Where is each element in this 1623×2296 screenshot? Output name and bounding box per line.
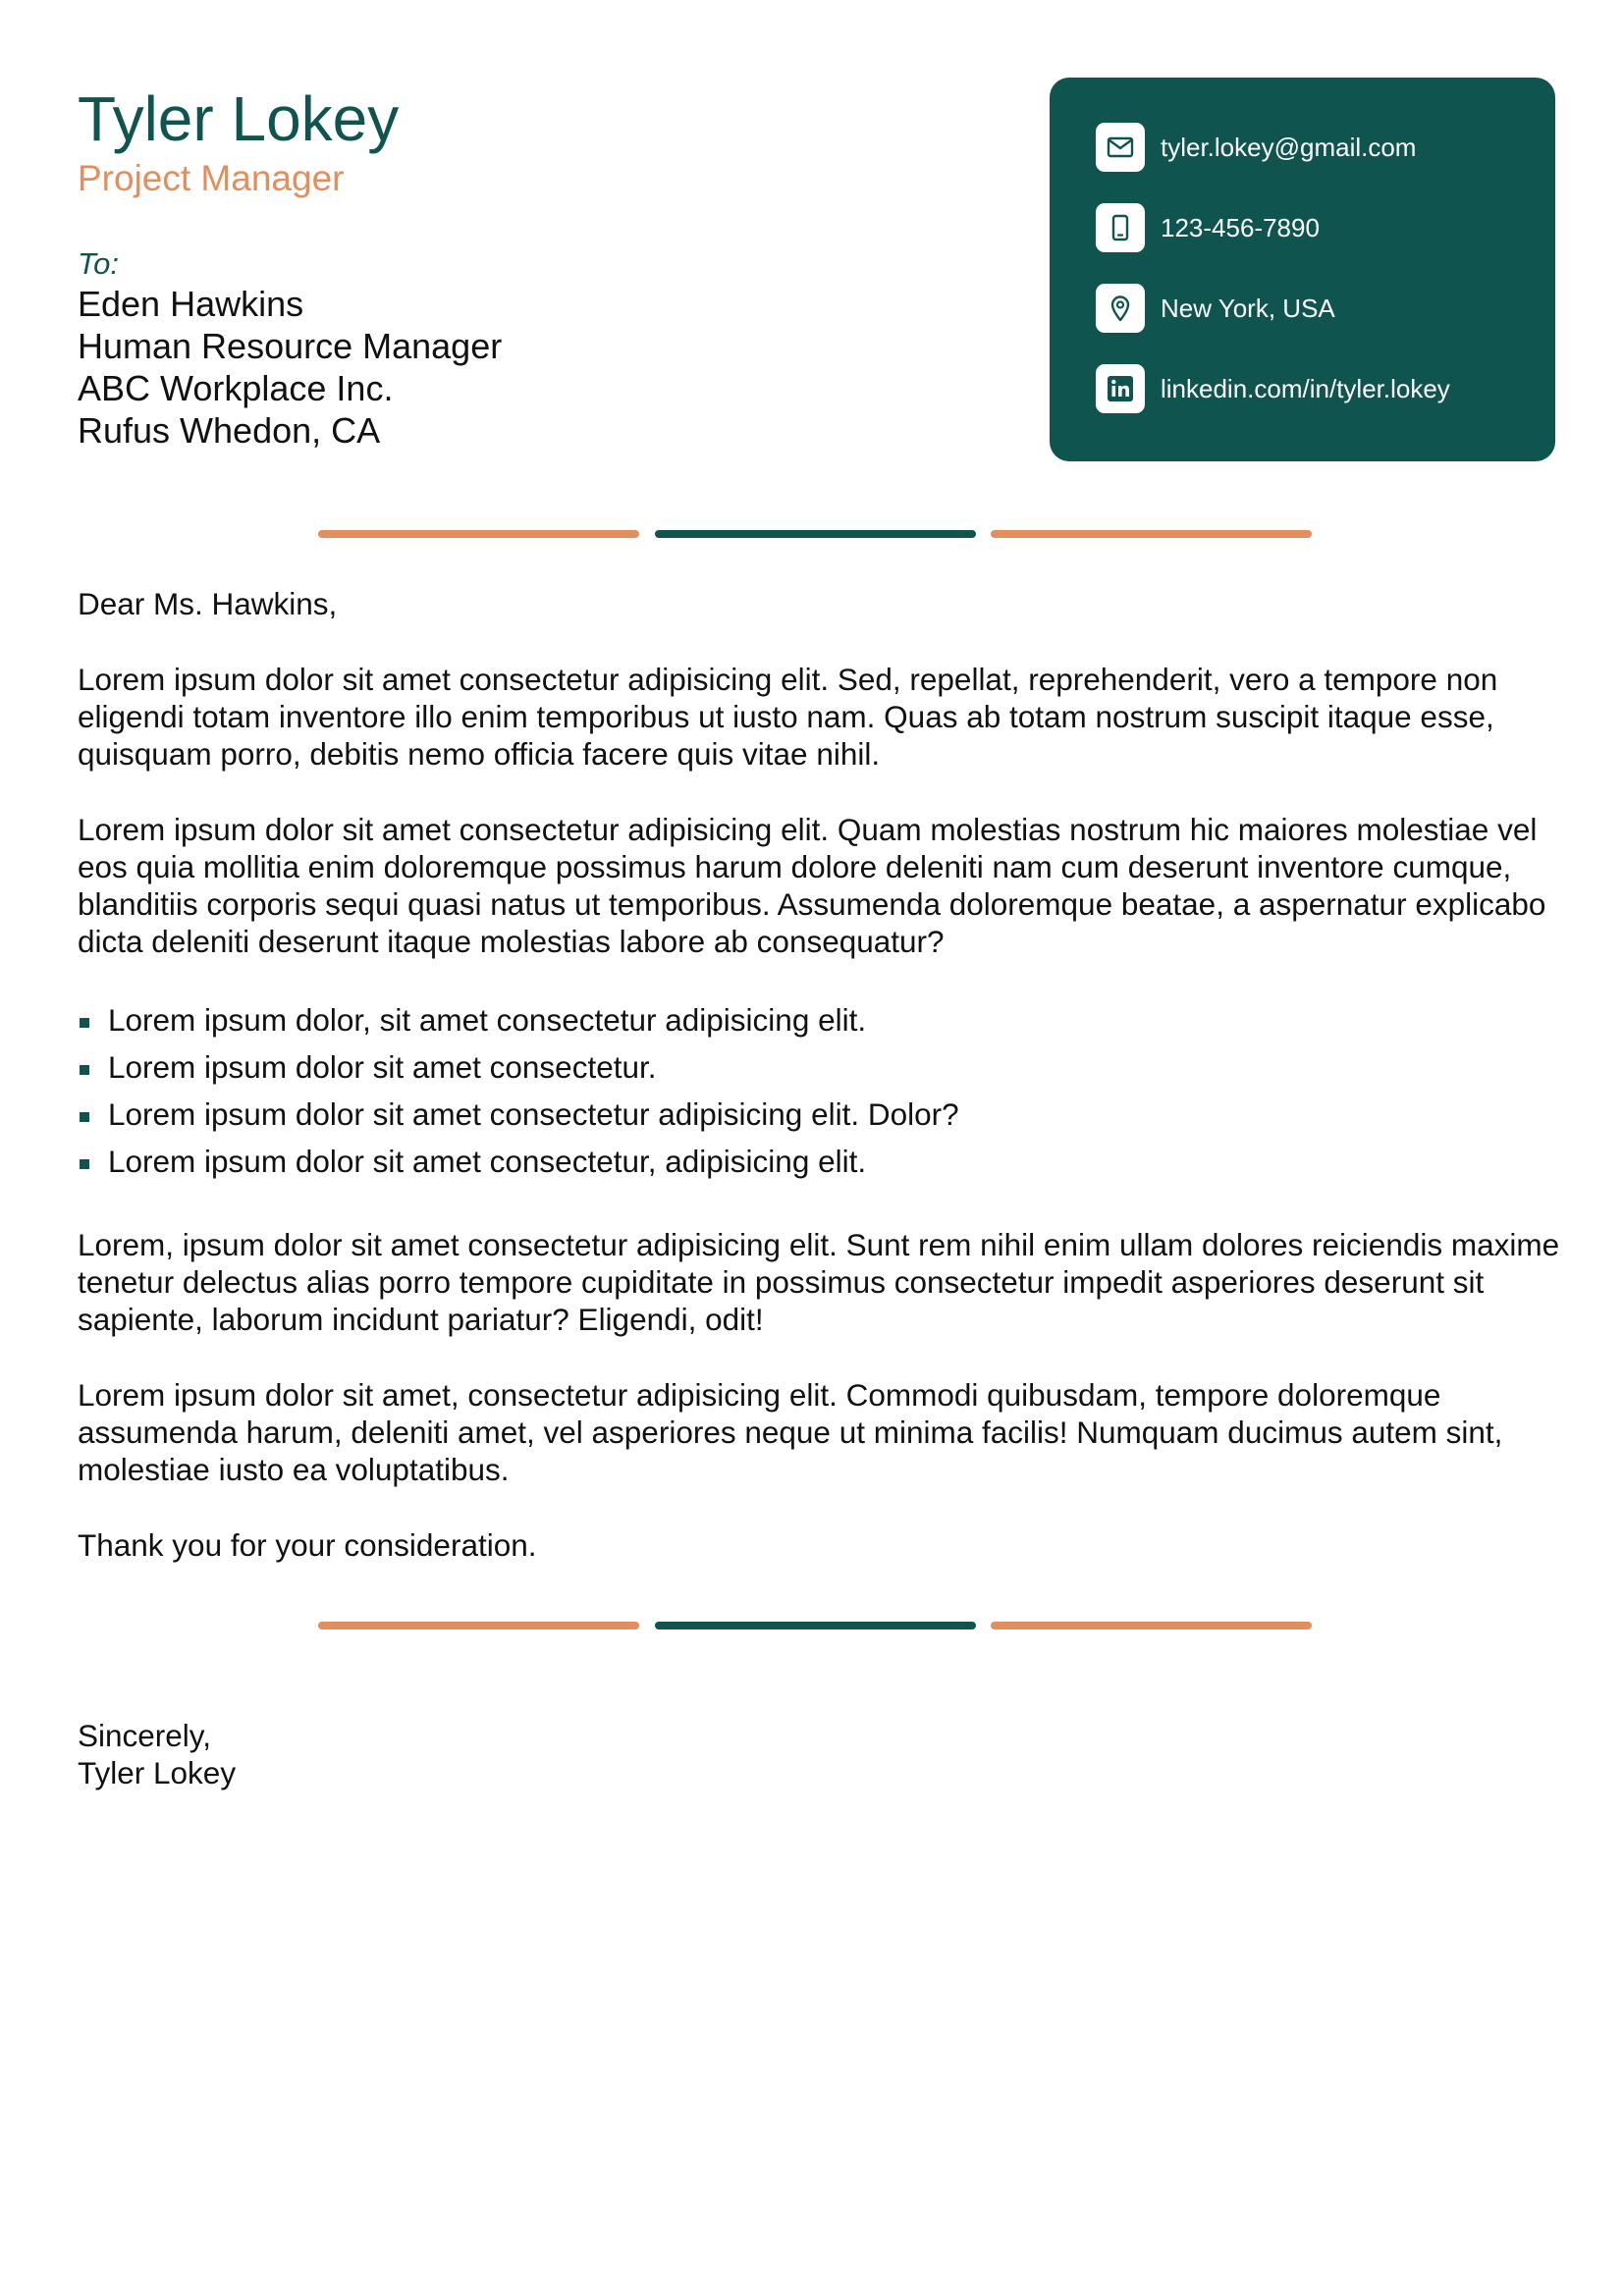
signoff — [78, 1717, 236, 1791]
list-item — [78, 1091, 1560, 1138]
divider-segment — [318, 1622, 639, 1629]
contact-linkedin[interactable] — [1096, 364, 1555, 413]
divider-segment — [991, 1622, 1312, 1629]
list-item-text: Lorem ipsum dolor sit amet consectetur adipisicing elit. Dolor? — [108, 1096, 959, 1132]
bullet-square-icon — [80, 1112, 89, 1122]
divider-bottom — [318, 1622, 1312, 1629]
contact-email[interactable] — [1096, 123, 1555, 172]
list-item-text: Lorem ipsum dolor, sit amet consectetur adipisicing elit. — [108, 1002, 867, 1038]
divider-segment — [991, 530, 1312, 538]
bullet-square-icon — [80, 1065, 89, 1075]
paragraph: Lorem, ipsum dolor sit amet consectetur adipisicing elit. Sunt rem nihil enim ullam dolores reiciendis maxime tenetur delectus alias porro tempore cupiditate in possimus consectetur impedit asperiores deserunt sit sapiente, laborum incidunt pariatur? Eligendi, odit! — [78, 1227, 1560, 1337]
recipient-location: Rufus Whedon, CA — [78, 410, 381, 451]
divider-segment — [655, 1622, 976, 1629]
divider-top — [318, 530, 1312, 538]
closing-paragraph: Thank you for your consideration. — [78, 1527, 537, 1563]
linkedin-icon — [1096, 364, 1145, 413]
header-left — [78, 82, 961, 452]
applicant-name: Tyler Lokey — [78, 83, 400, 154]
phone-icon — [1096, 203, 1145, 252]
recipient-company: ABC Workplace Inc. — [78, 368, 394, 408]
list-item-text: Lorem ipsum dolor sit amet consectetur. — [108, 1049, 657, 1085]
bullet-list — [78, 996, 1560, 1185]
paragraph: Lorem ipsum dolor sit amet consectetur adipisicing elit. Quam molestias nostrum hic maiores molestiae vel eos quia mollitia enim doloremque possimus harum dolore deleniti nam cum deserunt inventore cumque, blanditiis corporis sequi quasi natus ut temporibus. Assumenda doloremque beatae, a aspernatur explicabo dicta deleniti deserunt itaque molestias labore ab consequatur? — [78, 812, 1546, 959]
contact-location-text: New York, USA — [1161, 293, 1335, 323]
contact-linkedin-text: linkedin.com/in/tyler.lokey — [1161, 373, 1450, 403]
list-item-text: Lorem ipsum dolor sit amet consectetur, adipisicing elit. — [108, 1144, 867, 1179]
contact-email-text: tyler.lokey@gmail.com — [1161, 132, 1417, 162]
divider-segment — [655, 530, 976, 538]
contact-card — [1050, 78, 1555, 461]
signoff-closing: Sincerely, — [78, 1718, 211, 1753]
recipient-title: Human Resource Manager — [78, 326, 503, 366]
letter-body — [78, 585, 1560, 1602]
contact-phone-text: 123-456-7890 — [1161, 212, 1320, 242]
bullet-square-icon — [80, 1018, 89, 1028]
signoff-name: Tyler Lokey — [78, 1755, 237, 1790]
contact-phone[interactable] — [1096, 203, 1555, 252]
recipient-label: To: — [78, 246, 119, 281]
envelope-icon — [1096, 123, 1145, 172]
list-item — [78, 1138, 1560, 1185]
list-item — [78, 996, 1560, 1043]
contact-location — [1096, 284, 1555, 333]
paragraph: Lorem ipsum dolor sit amet, consectetur adipisicing elit. Commodi quibusdam, tempore doloremque assumenda harum, deleniti amet, vel asperiores neque ut minima facilis! Numquam ducimus autem sint, molestiae iusto ea voluptatibus. — [78, 1377, 1503, 1487]
greeting: Dear Ms. Hawkins, — [78, 586, 338, 621]
map-pin-icon — [1096, 284, 1145, 333]
bullet-square-icon — [80, 1159, 89, 1169]
recipient-name: Eden Hawkins — [78, 284, 304, 324]
list-item — [78, 1043, 1560, 1091]
divider-segment — [318, 530, 639, 538]
paragraph: Lorem ipsum dolor sit amet consectetur adipisicing elit. Sed, repellat, reprehenderit, vero a tempore non eligendi totam inventore illo enim temporibus ut iusto nam. Quas ab totam nostrum suscipit itaque esse, quisquam porro, debitis nemo officia facere quis vitae nihil. — [78, 662, 1498, 772]
applicant-role: Project Manager — [78, 158, 345, 198]
